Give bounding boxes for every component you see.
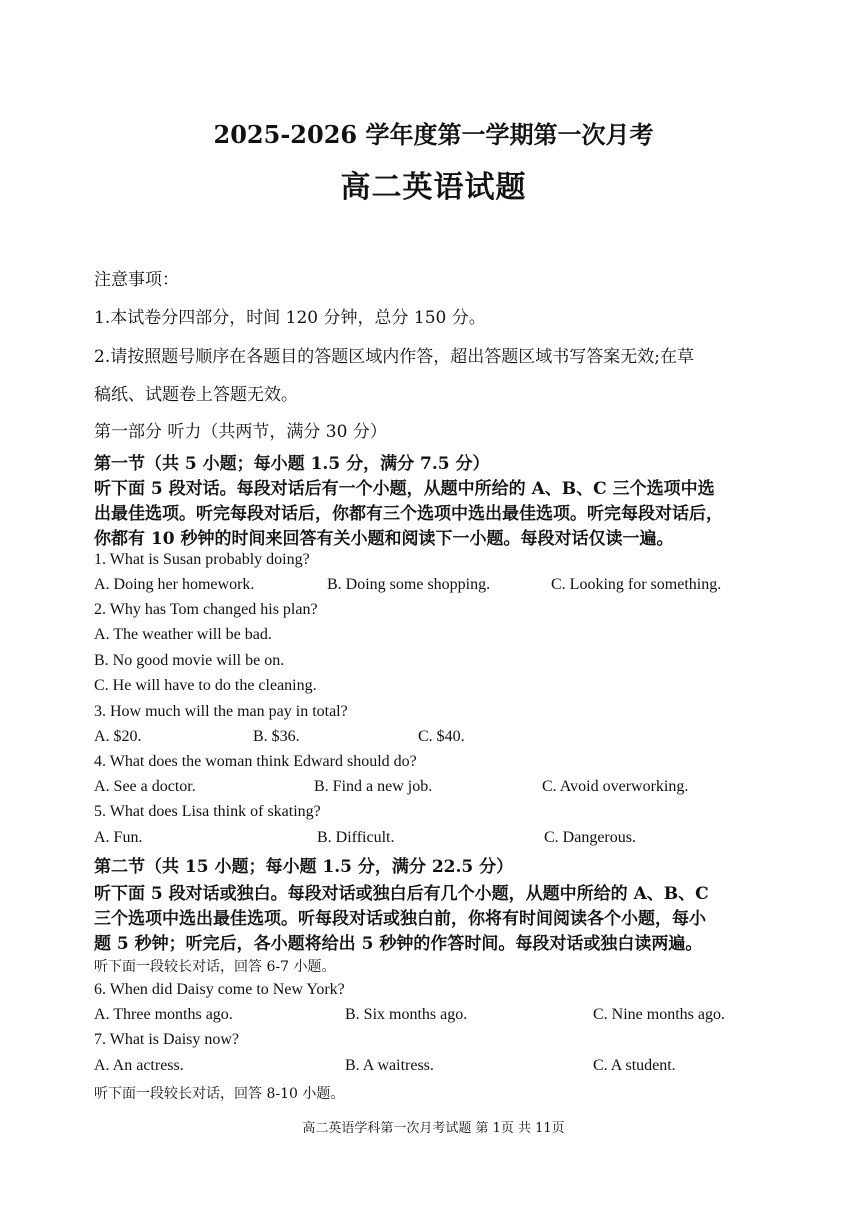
question-4-option-a: A. See a doctor. (94, 778, 196, 795)
question-1-option-a: A. Doing her homework. (94, 576, 255, 593)
question-3-option-c: C. $40. (418, 728, 465, 745)
question-2-stem: 2. Why has Tom changed his plan? (94, 601, 318, 618)
question-2-option-c: C. He will have to do the cleaning. (94, 677, 317, 694)
question-2-option-a: A. The weather will be bad. (94, 626, 272, 643)
question-3-stem: 3. How much will the man pay in total? (94, 703, 348, 720)
question-5-option-c: C. Dangerous. (544, 829, 636, 846)
section2-instructions-3: 题 5 秒钟；听完后，各小题将给出 5 秒钟的作答时间。每段对话或独白读两遍。 (94, 934, 703, 954)
question-3-option-b: B. $36. (253, 728, 300, 745)
question-7-stem: 7. What is Daisy now? (94, 1031, 240, 1048)
notice-item-1: 1.本试卷分四部分，时间 120 分钟，总分 150 分。 (94, 308, 486, 328)
section1-instructions-2: 出最佳选项。听完每段对话后，你都有三个选项中选出最佳选项。听完每段对话后， (94, 504, 723, 524)
question-5-option-a: A. Fun. (94, 829, 143, 846)
question-4-option-b: B. Find a new job. (314, 778, 433, 795)
question-7-option-b: B. A waitress. (345, 1057, 434, 1074)
question-7-option-a: A. An actress. (94, 1057, 184, 1074)
question-5-option-b: B. Difficult. (317, 829, 395, 846)
notice-item-2-line-2: 稿纸、试题卷上答题无效。 (94, 385, 298, 405)
question-6-option-c: C. Nine months ago. (593, 1006, 725, 1023)
section1-instructions-1: 听下面 5 段对话。每段对话后有一个小题，从题中所给的 A、B、C 三个选项中选 (94, 479, 715, 499)
question-6-option-a: A. Three months ago. (94, 1006, 233, 1023)
notice-heading: 注意事项： (94, 270, 179, 290)
question-1-stem: 1. What is Susan probably doing? (94, 551, 310, 568)
question-4-stem: 4. What does the woman think Edward should do? (94, 753, 417, 770)
question-7-option-c: C. A student. (593, 1057, 676, 1074)
section2-note-8-10: 听下面一段较长对话，回答 8-10 小题。 (94, 1086, 345, 1102)
exam-term: 2025-2026 学年度第一学期第一次月考 (213, 120, 654, 149)
section2-heading: 第二节（共 15 小题；每小题 1.5 分，满分 22.5 分） (94, 857, 514, 877)
question-6-option-b: B. Six months ago. (345, 1006, 468, 1023)
exam-title: 高二英语试题 (340, 170, 527, 205)
question-5-stem: 5. What does Lisa think of skating? (94, 803, 321, 820)
section2-instructions-2: 三个选项中选出最佳选项。听每段对话或独白前，你将有时间阅读各个小题，每小 (94, 909, 706, 929)
page-footer: 高二英语学科第一次月考试题 第 1页 共 11页 (302, 1121, 565, 1136)
question-3-option-a: A. $20. (94, 728, 142, 745)
question-1-option-b: B. Doing some shopping. (327, 576, 491, 593)
section1-heading: 第一节（共 5 小题；每小题 1.5 分，满分 7.5 分） (94, 454, 490, 474)
section2-note-6-7: 听下面一段较长对话，回答 6-7 小题。 (94, 959, 336, 975)
question-2-option-b: B. No good movie will be on. (94, 652, 285, 669)
notice-item-2-line-1: 2.请按照题号顺序在各题目的答题区域内作答，超出答题区域书写答案无效;在草 (94, 347, 694, 367)
question-1-option-c: C. Looking for something. (551, 576, 722, 593)
question-6-stem: 6. When did Daisy come to New York? (94, 981, 345, 998)
section2-instructions-1: 听下面 5 段对话或独白。每段对话或独白后有几个小题，从题中所给的 A、B、C (94, 884, 709, 904)
part1-heading: 第一部分 听力（共两节，满分 30 分） (94, 422, 387, 442)
question-4-option-c: C. Avoid overworking. (542, 778, 689, 795)
section1-instructions-3: 你都有 10 秒钟的时间来回答有关小题和阅读下一小题。每段对话仅读一遍。 (94, 529, 674, 549)
